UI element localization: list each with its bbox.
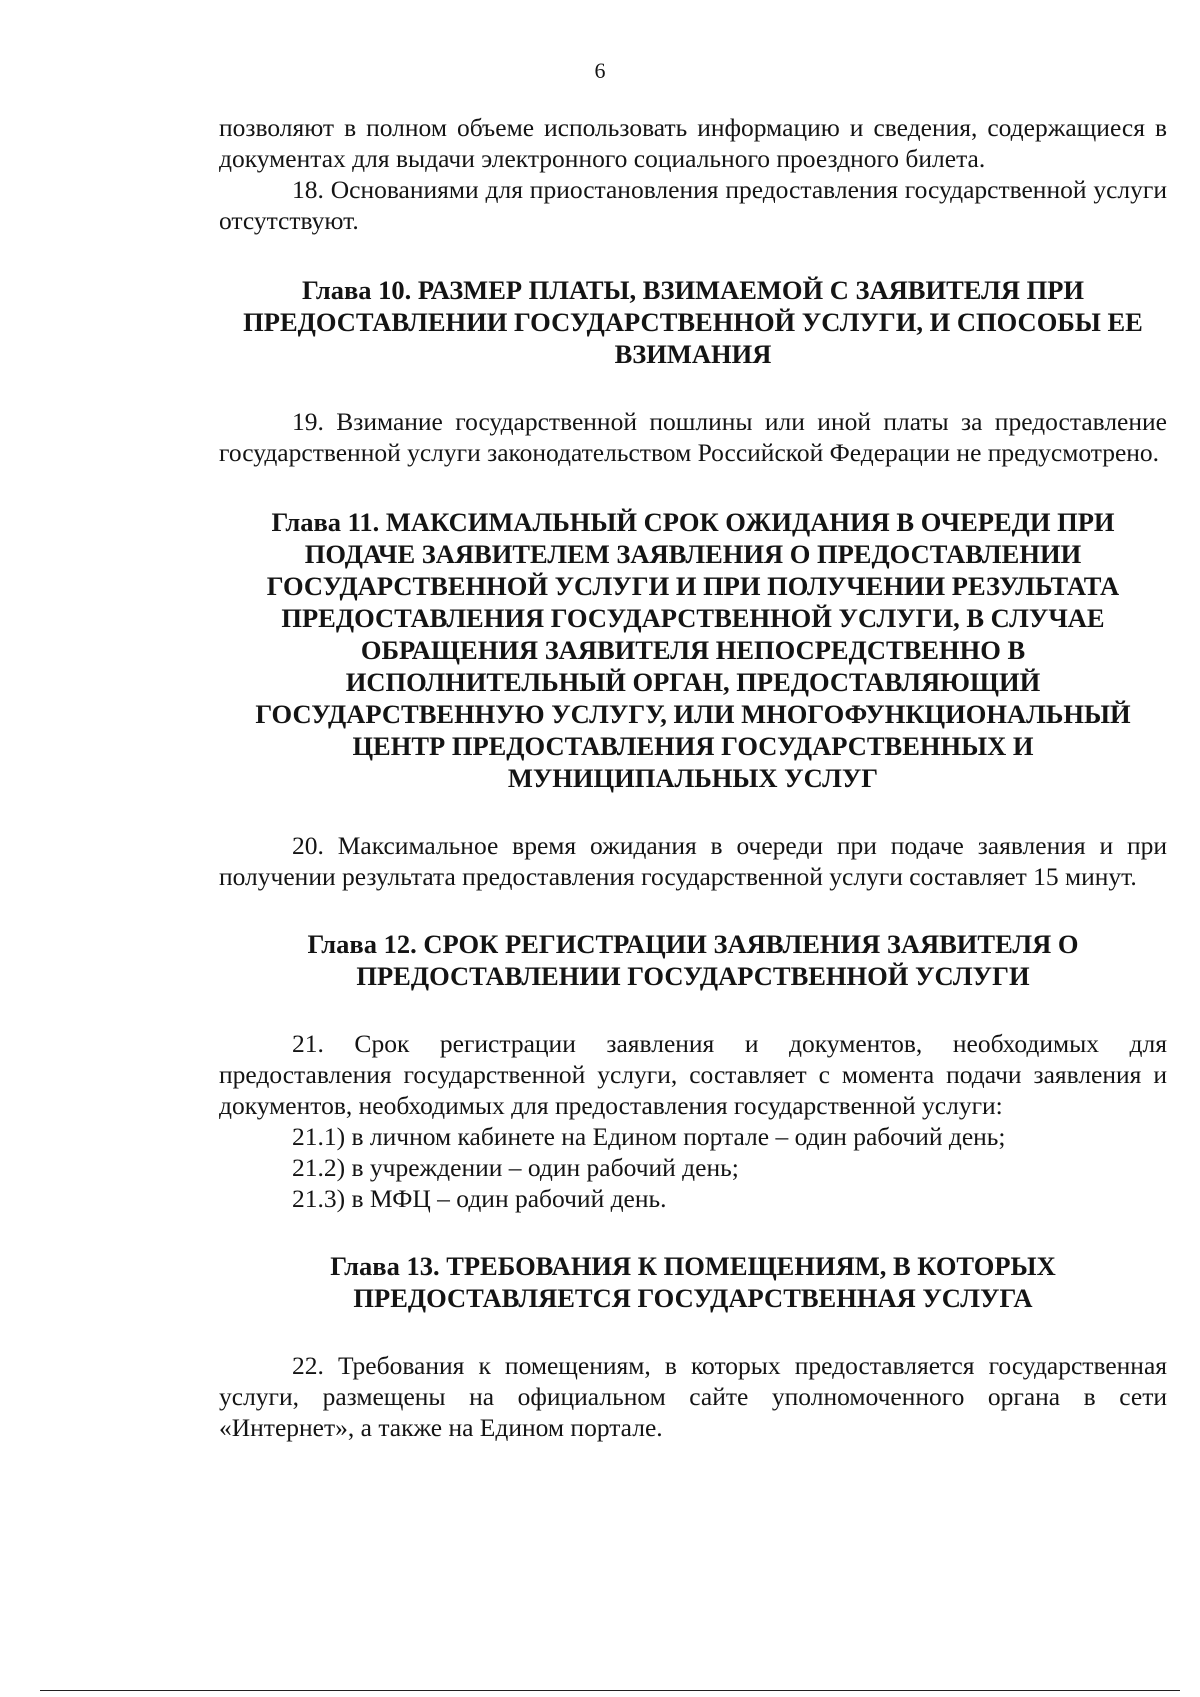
paragraph-17-continuation: позволяют в полном объеме использовать информацию и сведения, содержащиеся в документах для выдачи электронного социального проездного билета.: [219, 113, 1167, 173]
chapter-10-heading: Глава 10. РАЗМЕР ПЛАТЫ, ВЗИМАЕМОЙ С ЗАЯВИТЕЛЯ ПРИ ПРЕДОСТАВЛЕНИИ ГОСУДАРСТВЕННОЙ УСЛУГИ, И СПОСОБЫ ЕЕ ВЗИМАНИЯ: [243, 275, 1143, 369]
paragraph-21: 21. Срок регистрации заявления и документов, необходимых для предоставления государственной услуги, составляет с момента подачи заявления и документов, необходимых для предоставления государственной услуги:: [219, 1029, 1167, 1120]
chapter-13-heading: Глава 13. ТРЕБОВАНИЯ К ПОМЕЩЕНИЯМ, В КОТОРЫХ ПРЕДОСТАВЛЯЕТСЯ ГОСУДАРСТВЕННАЯ УСЛУГА: [330, 1251, 1056, 1313]
paragraph-19: 19. Взимание государственной пошлины или иной платы за предоставление государственной услуги законодательством Российской Федерации не предусмотрено.: [219, 407, 1167, 467]
paragraph-21-2: 21.2) в учреждении – один рабочий день;: [292, 1153, 739, 1182]
chapter-11-heading: Глава 11. МАКСИМАЛЬНЫЙ СРОК ОЖИДАНИЯ В ОЧЕРЕДИ ПРИ ПОДАЧЕ ЗАЯВИТЕЛЕМ ЗАЯВЛЕНИЯ О ПРЕДОСТАВЛЕНИИ ГОСУДАРСТВЕННОЙ УСЛУГИ И ПРИ ПОЛУЧЕНИИ РЕЗУЛЬТАТА ПРЕДОСТАВЛЕНИЯ ГОСУДАРСТВЕННОЙ УСЛУГИ, В СЛУЧАЕ ОБРАЩЕНИЯ ЗАЯВИТЕЛЯ НЕПОСРЕДСТВЕННО В ИСПОЛНИТЕЛЬНЫЙ ОРГАН, ПРЕДОСТАВЛЯЮЩИЙ ГОСУДАРСТВЕННУЮ УСЛУГУ, ИЛИ МНОГОФУНКЦИОНАЛЬНЫЙ ЦЕНТР ПРЕДОСТАВЛЕНИЯ ГОСУДАРСТВЕННЫХ И МУНИЦИПАЛЬНЫХ УСЛУГ: [255, 507, 1131, 793]
page-bottom-rule: [40, 1690, 1180, 1691]
paragraph-21-1: 21.1) в личном кабинете на Едином портале – один рабочий день;: [292, 1122, 1006, 1151]
page-number: 6: [594, 58, 606, 83]
chapter-12-heading: Глава 12. СРОК РЕГИСТРАЦИИ ЗАЯВЛЕНИЯ ЗАЯВИТЕЛЯ О ПРЕДОСТАВЛЕНИИ ГОСУДАРСТВЕННОЙ УСЛУГИ: [307, 929, 1079, 991]
paragraph-22: 22. Требования к помещениям, в которых предоставляется государственная услуги, размещены на официальном сайте уполномоченного органа в сети «Интернет», а также на Едином портале.: [219, 1351, 1167, 1442]
page-body: [219, 112, 1167, 1443]
paragraph-20: 20. Максимальное время ожидания в очереди при подаче заявления и при получении результата предоставления государственной услуги составляет 15 минут.: [219, 831, 1167, 891]
paragraph-18: 18. Основаниями для приостановления предоставления государственной услуги отсутствуют.: [219, 175, 1167, 235]
paragraph-21-3: 21.3) в МФЦ – один рабочий день.: [292, 1184, 667, 1213]
